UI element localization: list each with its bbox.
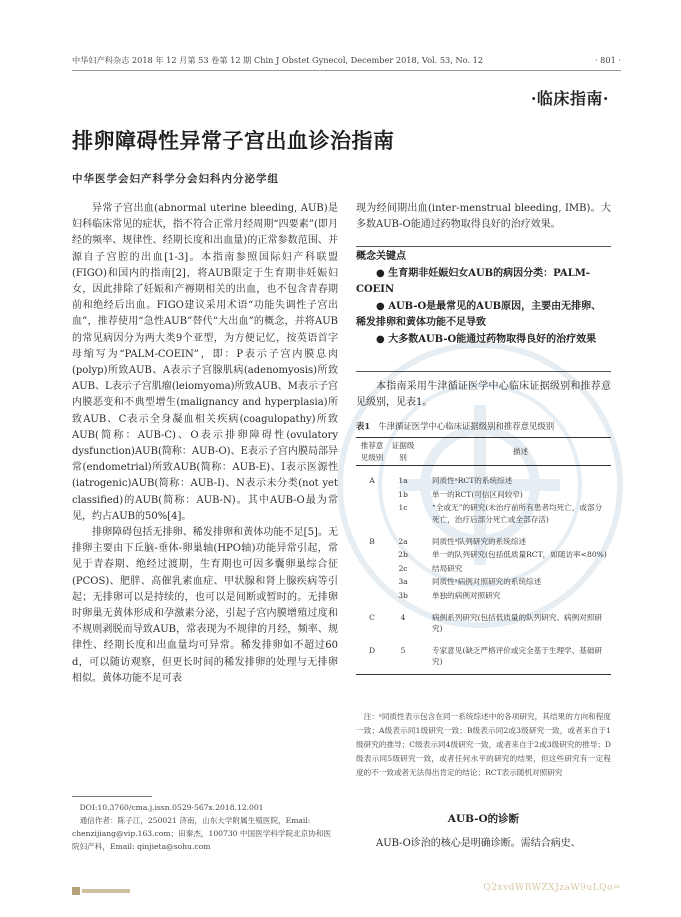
key-point-item: ● AUB-O是最常见的AUB原因，主要由无排卵、稀发排卵和黄体功能不足导致 <box>356 300 602 328</box>
header-rule <box>72 70 621 71</box>
table-cell <box>356 501 388 526</box>
column-header: 证据级别 <box>388 438 418 466</box>
diagnosis-paragraph: AUB-O诊治的核心是明确诊断。需结合病史、 <box>376 838 581 849</box>
column-header: 描述 <box>418 438 611 466</box>
table-row <box>356 548 611 562</box>
table-label: 表1 <box>356 421 371 431</box>
table-cell <box>356 575 388 589</box>
doi-text: DOI:10.3760/cma.j.issn.0529-567x.2018.12.001 <box>79 803 264 812</box>
table-row <box>356 466 611 488</box>
table-cell: 同质性ᵃ队列研究的系统综述 <box>432 536 527 546</box>
table-caption-text: 牛津循证医学中心临床证据级别和推荐意见级别 <box>378 421 555 431</box>
section-heading: AUB-O的诊断 <box>447 813 520 825</box>
table-cell: 2c <box>398 563 408 573</box>
table-row <box>356 575 611 589</box>
table-cell <box>356 562 388 576</box>
table-cell: 1c <box>398 503 408 513</box>
table-cell: D <box>356 636 388 675</box>
table-cell: 2b <box>398 550 408 560</box>
right-column-top <box>356 201 611 233</box>
journal-citation: 中华妇产科杂志 2018 年 12 月第 53 卷第 12 期 Chin J Obstet Gynecol, December 2018, Vol. 53, No. 12 <box>72 55 484 65</box>
footnote <box>72 801 338 853</box>
table-cell: 结局研究 <box>432 563 463 573</box>
table-cell: 1a <box>398 476 408 486</box>
running-head <box>72 55 621 69</box>
table-cell: 病例系列研究(包括低质量的队列研究、病例对照研究) <box>432 612 603 634</box>
table-cell: 单一的队列研究(包括低质量RCT，如随访率<80%) <box>432 550 607 560</box>
publisher-logo-icon <box>72 886 132 896</box>
table-cell: 5 <box>388 636 418 675</box>
table-cell: 3a <box>398 577 408 587</box>
table-cell: C <box>369 612 375 622</box>
left-column <box>72 201 338 687</box>
article-author: 中华医学会妇产科学分会妇科内分泌学组 <box>72 173 279 185</box>
key-point-item: ● 生育期非妊娠妇女AUB的病因分类：PALM-COEIN <box>356 267 590 295</box>
table-cell: 同质性ᵃ病例对照研究的系统综述 <box>432 577 542 587</box>
table-cell: 单独的病例对照研究 <box>432 590 501 600</box>
table-row <box>356 488 611 502</box>
table-cell <box>356 548 388 562</box>
table-cell: 3b <box>398 590 408 600</box>
table-note: 注：ᵃ同质性表示包含在同一系统综述中的各项研究，其结果的方向和程度一致；A级表示同1级研究一致；B级表示同2或3级研究一致，或者来自于1级研究的推导；C级表示同4级研究一致，或者来自于2或3级研究的推导；D级表示同5级研究一致，或者任何水平的研究的结果，但这些研究有一定程度的不一致或者无法得出肯定的结论；RCT表示随机对照研究 <box>356 712 611 777</box>
table-row <box>356 562 611 576</box>
article-title: 排卵障碍性异常子宫出血诊治指南 <box>72 128 395 153</box>
key-points-box <box>356 246 611 372</box>
correspondence-text: 通信作者：陈子江，250021 济南，山东大学附属生殖医院，Email: chenzijiang@vip.163.com；田秦杰，100730 中国医学科学院北京协和医院妇产科，Email: qinjieta@sohu.com <box>72 816 332 851</box>
key-point-item: ● 大多数AUB-O能通过药物取得良好的治疗效果 <box>376 333 597 345</box>
table-cell <box>356 589 388 603</box>
intro-paragraph: 异常子宫出血(abnormal uterine bleeding, AUB)是妇科临床常见的症状，指不符合正常月经周期“四要素”(即月经的频率、规律性、经期长度和出血量)的正常参数范围、并源自子宫腔的出血[1-3]。本指南参照国际妇产科联盟(FIGO)和国内的指南[2]，将AUB限定于生育期非妊娠妇女，因此排除了妊娠和产褥期相关的出血，也不包含青春期前和绝经后出血。FIGO建议采用术语“功能失调性子宫出血”，推荐使用“急性AUB”替代“大出血”的概念，并将AUB的常见病因分为两大类9个亚型，为方便记忆，按英语首字母缩写为“PALM-COEIN”，即：P表示子宫内膜息肉(polyp)所致AUB、A表示子宫腺肌病(adenomyosis)所致AUB、L表示子宫肌瘤(leiomyoma)所致AUB、M表示子宫内膜恶变和不典型增生(malignancy and hyperplasia)所致AUB、C表示全身凝血相关疾病(coagulopathy)所致AUB(简称：AUB-C)、O表示排卵障碍性(ovulatory dysfunction)AUB(简称：AUB-O)、E表示子宫内膜局部异常(endometrial)所致AUB(简称：AUB-E)、I表示医源性(iatrogenic)AUB(简称：AUB-I)、N表示未分类(not yet classified)的AUB(简称：AUB-N)。其中AUB-O最为常见，约占AUB的50%[4]。 <box>72 203 338 522</box>
section-label: ·临床指南· <box>530 89 609 108</box>
table-cell: 1b <box>398 489 408 499</box>
table-cell: 4 <box>400 612 406 622</box>
page-number: · 801 · <box>594 55 621 65</box>
continued-paragraph: 现为经间期出血(inter-menstrual bleeding, IMB)。大多数AUB-O能通过药物取得良好的治疗效果。 <box>356 203 611 231</box>
table-caption <box>356 420 611 432</box>
key-points-heading: 概念关键点 <box>356 251 406 262</box>
evidence-level-table <box>356 437 611 675</box>
table-cell: 同质性ᵃRCT的系统综述 <box>432 476 513 486</box>
footnote-rule <box>72 796 152 797</box>
table-row <box>356 527 611 549</box>
table-cell: B <box>369 536 375 546</box>
table-cell: 单一的RCT(可信区间较窄) <box>432 489 523 499</box>
evidence-intro-paragraph: 本指南采用牛津循证医学中心临床证据级别和推荐意见级别，见表1。 <box>356 381 611 409</box>
table-row <box>356 603 611 636</box>
table-cell: A <box>369 476 375 486</box>
footer-code: Q2xvdWRWZXJzaW9uLQo= <box>483 883 621 893</box>
table-cell: “全或无”的研究(未治疗前所有患者均死亡，或部分死亡，治疗后部分死亡或全部存活) <box>432 503 603 524</box>
column-header: 推荐意见级别 <box>356 438 388 466</box>
table-row <box>356 636 611 675</box>
table-row <box>356 501 611 526</box>
table-cell <box>356 488 388 502</box>
table-cell: 专家意见(缺乏严格评价或完全基于生理学、基础研究) <box>418 636 611 675</box>
ovulation-paragraph: 排卵障碍包括无排卵、稀发排卵和黄体功能不足[5]。无排卵主要由下丘脑-垂体-卵巢轴(HPO轴)功能异常引起，常见于青春期、绝经过渡期，生育期也可因多囊卵巢综合征(PCOS)、肥胖、高催乳素血症、甲状腺和肾上腺疾病等引起；无排卵可以是持续的，也可以是间断或暂时的。无排卵时卵巢无黄体形成和孕激素分泌，引起子宫内膜增殖过度和不规则剥脱而导致AUB，常表现为不规律的月经，频率、规律性、经期长度和出血量均可异常。稀发排卵如不超过60 d，可以随访观察，但更长时间的稀发排卵的处理与无排卵相似。黄体功能不足可表 <box>72 527 338 684</box>
table-cell: 2a <box>398 536 408 546</box>
table-row <box>356 589 611 603</box>
table-header-row <box>356 438 611 466</box>
